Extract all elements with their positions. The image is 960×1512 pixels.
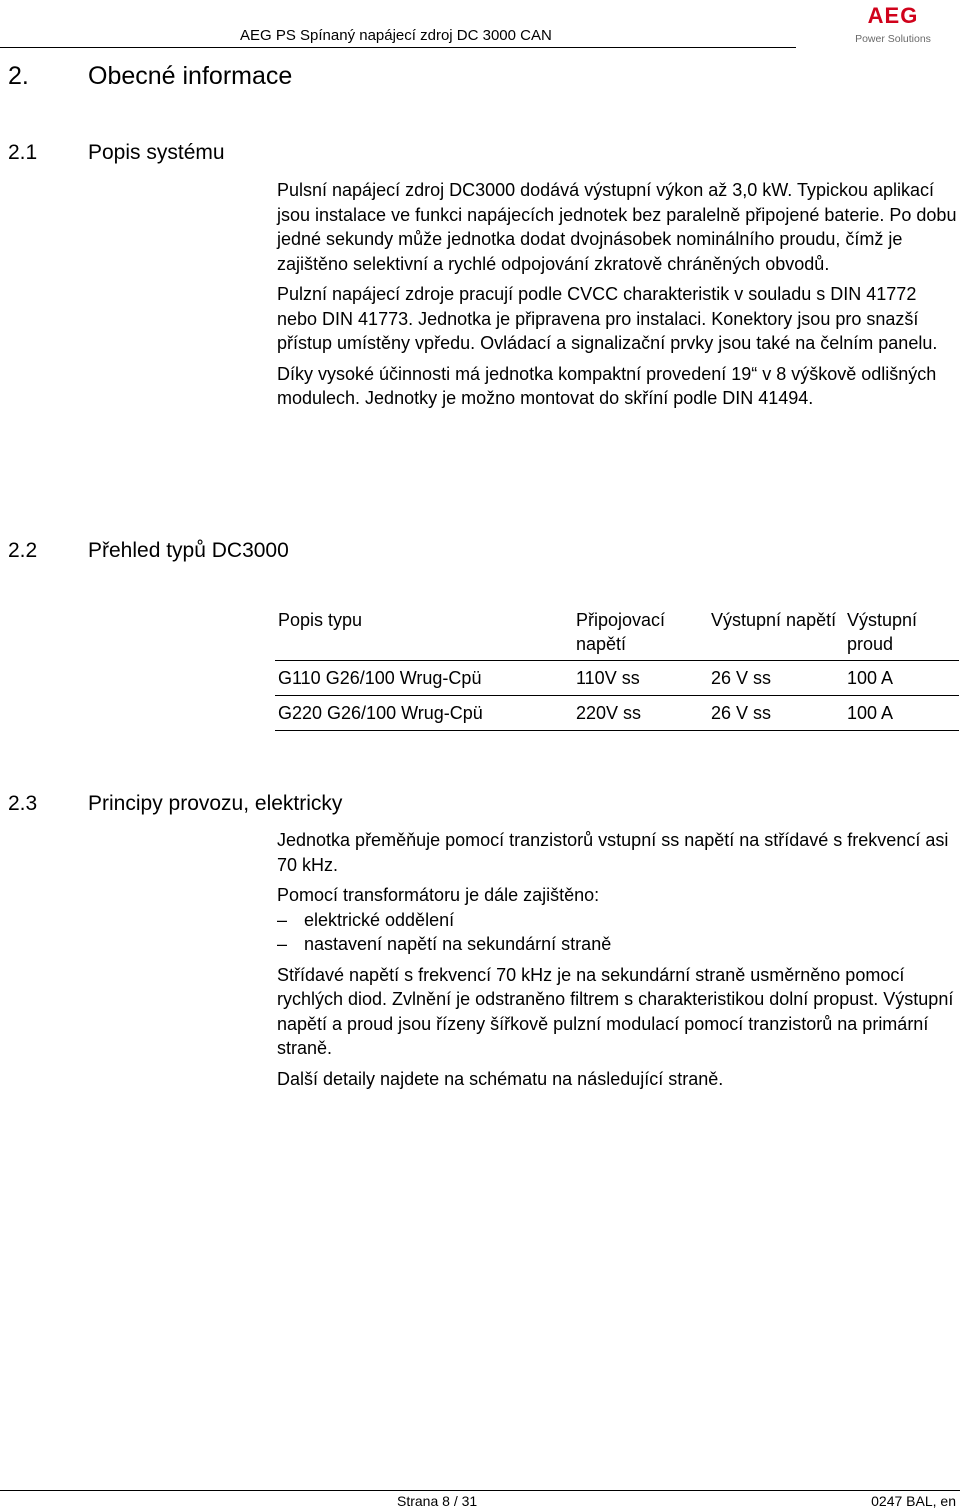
document-code: 0247 BAL, en [871, 1493, 956, 1509]
chapter-heading [8, 62, 292, 91]
paragraph: Střídavé napětí s frekvencí 70 kHz je na sekundární straně usměrněno pomocí rychlých diod. Zvlnění je odstraněno filtrem s charakteristikou dolní propust. Výstupní napětí a proud jsou řízeny šířkově pulzní modulací pomocí tranzistorů na primární straně. [277, 964, 954, 1058]
paragraph: Díky vysoké účinnosti má jednotka kompaktní provedení 19“ v 8 výškově odlišných modulech. Jednotky je možno montovat do skříní podle DIN 41494. [277, 363, 937, 408]
header-title: AEG PS Spínaný napájecí zdroj DC 3000 CAN [240, 27, 552, 44]
list-item-text: nastavení napětí na sekundární straně [304, 934, 612, 954]
dash-bullet-icon: – [277, 934, 288, 954]
dash-bullet-icon: – [277, 909, 288, 930]
list-item-text: elektrické oddělení [304, 909, 455, 930]
list-item [277, 908, 957, 933]
table-cell: 100 A [847, 668, 894, 688]
section-2-1-body [277, 178, 957, 417]
table-row [275, 661, 959, 696]
section-2-3-body [277, 828, 957, 1097]
table-cell: 26 V ss [711, 668, 772, 688]
section-heading-2-2 [8, 539, 289, 563]
section-number: 2.1 [8, 141, 38, 164]
table-cell: 26 V ss [711, 703, 772, 723]
table-cell: G220 G26/100 Wrug-Cpü [278, 703, 483, 723]
footer-divider [0, 1490, 960, 1491]
column-header: Výstupní proud [847, 610, 918, 654]
chapter-number: 2. [8, 62, 29, 90]
list-item [277, 932, 957, 957]
section-title: Přehled typů DC3000 [88, 539, 289, 562]
types-table [275, 606, 959, 731]
table-row [275, 696, 959, 731]
paragraph: Pomocí transformátoru je dále zajištěno: [277, 885, 600, 905]
section-heading-2-3 [8, 792, 342, 816]
section-number: 2.3 [8, 792, 38, 815]
aeg-logo [848, 4, 938, 46]
logo-brand: AEG [867, 3, 919, 28]
paragraph: Pulsní napájecí zdroj DC3000 dodává výstupní výkon až 3,0 kW. Typickou aplikací jsou instalace ve funkci napájecích jednotek bez paralelně připojené baterie. Po dobu jedné sekundy může jednotka dodat dvojnásobek nominálního proudu, čímž je zajištěno selektivní a rychlé odpojování zkratově chráněných obvodů. [277, 180, 957, 274]
chapter-title: Obecné informace [88, 62, 293, 90]
table-header-row [275, 606, 959, 661]
table-cell: G110 G26/100 Wrug-Cpü [278, 668, 482, 688]
section-title: Popis systému [88, 141, 225, 164]
section-title: Principy provozu, elektricky [88, 792, 343, 815]
column-header: Popis typu [278, 610, 363, 630]
table-cell: 110V ss [576, 668, 640, 688]
paragraph: Další detaily najdete na schématu na následující straně. [277, 1068, 724, 1089]
page-number: Strana 8 / 31 [397, 1493, 478, 1509]
table-cell: 100 A [847, 703, 894, 723]
paragraph: Pulzní napájecí zdroje pracují podle CVCC charakteristik v souladu s DIN 41772 nebo DIN 41773. Jednotka je připravena pro instalaci. Konektory jsou pro snazší přístup umístěny vpředu. Ovládací a signalizační prvky jsou také na čelním panelu. [277, 284, 938, 353]
section-number: 2.2 [8, 539, 38, 562]
column-header: Výstupní napětí [711, 610, 837, 630]
table-cell: 220V ss [576, 703, 642, 723]
logo-subtitle: Power Solutions [855, 33, 931, 45]
header-divider [0, 47, 796, 48]
paragraph: Jednotka přeměňuje pomocí tranzistorů vstupní ss napětí na střídavé s frekvencí asi 70 kHz. [277, 830, 949, 875]
section-heading-2-1 [8, 141, 225, 165]
column-header: Připojovací napětí [576, 610, 666, 654]
